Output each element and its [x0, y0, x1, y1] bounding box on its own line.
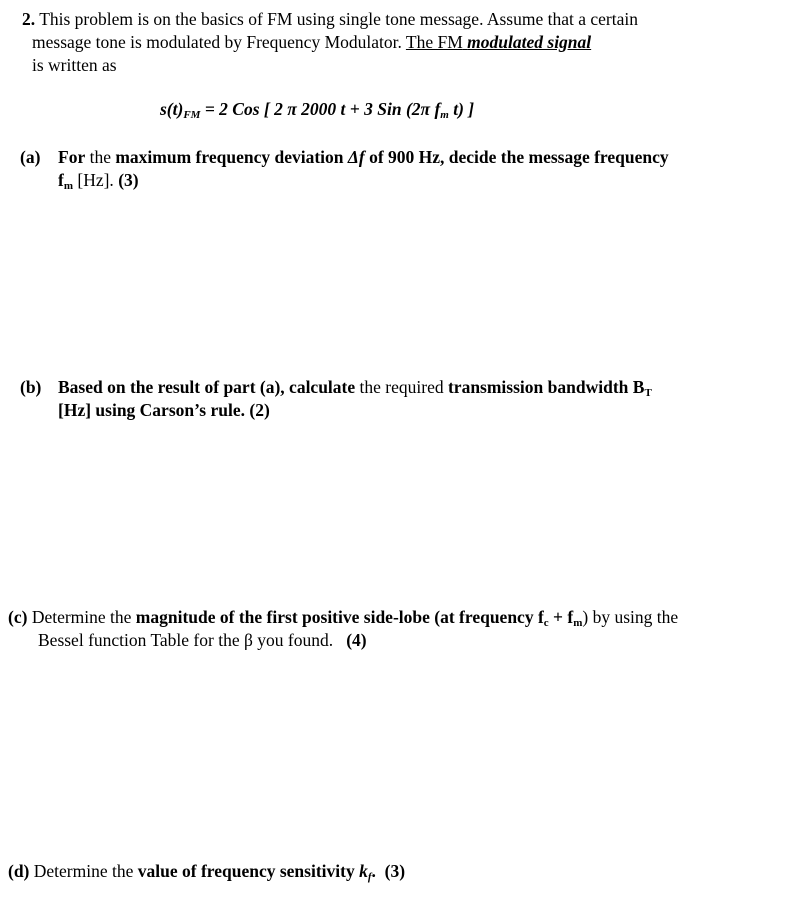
- part-d-kf: k: [359, 861, 368, 881]
- part-a-line-2: [58, 169, 139, 191]
- part-d-text-2: value of frequency sensitivity: [137, 861, 355, 881]
- part-a-label: (a): [20, 147, 41, 167]
- problem-intro-text-2a: message tone is modulated by Frequency Modulator.: [32, 32, 402, 52]
- part-a-text-2: the: [85, 147, 116, 167]
- equation-rhs-b: t) ]: [448, 99, 475, 119]
- part-a-marks: (3): [113, 170, 139, 190]
- part-b-text-3: transmission bandwidth B: [447, 377, 645, 397]
- part-a-text-1: For: [58, 147, 86, 167]
- part-a-text-5: of 900 Hz, decide the message frequency: [364, 147, 669, 167]
- part-a-text-7: [Hz].: [73, 170, 114, 190]
- part-a-fm-subscript: m: [63, 180, 73, 192]
- part-c-text-3: + f: [548, 607, 574, 627]
- modulated-signal-phrase: modulated signal: [467, 32, 592, 52]
- part-d-marks: (3): [375, 861, 406, 881]
- problem-intro-text-1: This problem is on the basics of FM using single tone message. Assume that a certain: [39, 9, 638, 29]
- part-b-line-1: [20, 376, 652, 398]
- part-c-marks: (4): [333, 630, 367, 650]
- part-d-text-4: .: [371, 861, 376, 881]
- equation-rhs-a: = 2 Cos [ 2 π 2000 t + 3 Sin (2π f: [204, 99, 441, 119]
- part-c-text-6: Bessel function Table for the β you found.: [38, 630, 334, 650]
- part-b-label: (b): [20, 377, 42, 397]
- equation-lhs-subscript: FM: [183, 109, 201, 121]
- part-c-fm-subscript: m: [573, 617, 583, 629]
- part-c-line-2: [38, 629, 367, 651]
- part-d-label: (d): [8, 861, 30, 881]
- problem-intro-text-3: is written as: [32, 55, 117, 75]
- part-d-kf-subscript: f: [367, 871, 372, 883]
- part-b-text-2: the required: [355, 377, 448, 397]
- part-c-label: (c): [8, 607, 28, 627]
- part-c-text-2: magnitude of the first positive side-lobe (at frequency f: [135, 607, 544, 627]
- fm-equation: [160, 98, 474, 120]
- part-a-delta-f: Δf: [347, 147, 365, 167]
- problem-intro-line-3: [32, 54, 117, 76]
- equation-rhs-subscript: m: [440, 109, 449, 121]
- problem-intro-text-2b: The FM: [405, 32, 463, 52]
- part-c-text-1: Determine the: [27, 607, 136, 627]
- problem-intro-line-2: [32, 31, 591, 53]
- part-c-text-4: ): [582, 607, 589, 627]
- part-a-line-1: [20, 146, 669, 168]
- part-c-line-1: [8, 606, 678, 628]
- problem-number: 2.: [22, 9, 36, 29]
- part-c-fc-subscript: c: [543, 617, 549, 629]
- problem-intro-line-1: [22, 8, 638, 30]
- part-d-line-1: [8, 860, 405, 882]
- part-b-text-1: Based on the result of part (a), calculate: [58, 377, 356, 397]
- equation-lhs: s(t): [160, 99, 184, 119]
- part-b-line-2: [58, 399, 270, 421]
- part-a-text-3: maximum frequency deviation: [115, 147, 344, 167]
- part-b-bt-subscript: T: [644, 387, 652, 399]
- part-a-fm: f: [58, 170, 64, 190]
- part-b-text-4: [Hz] using Carson’s rule. (2): [58, 400, 270, 420]
- part-c-text-5: by using the: [588, 607, 679, 627]
- part-d-text-1: Determine the: [29, 861, 138, 881]
